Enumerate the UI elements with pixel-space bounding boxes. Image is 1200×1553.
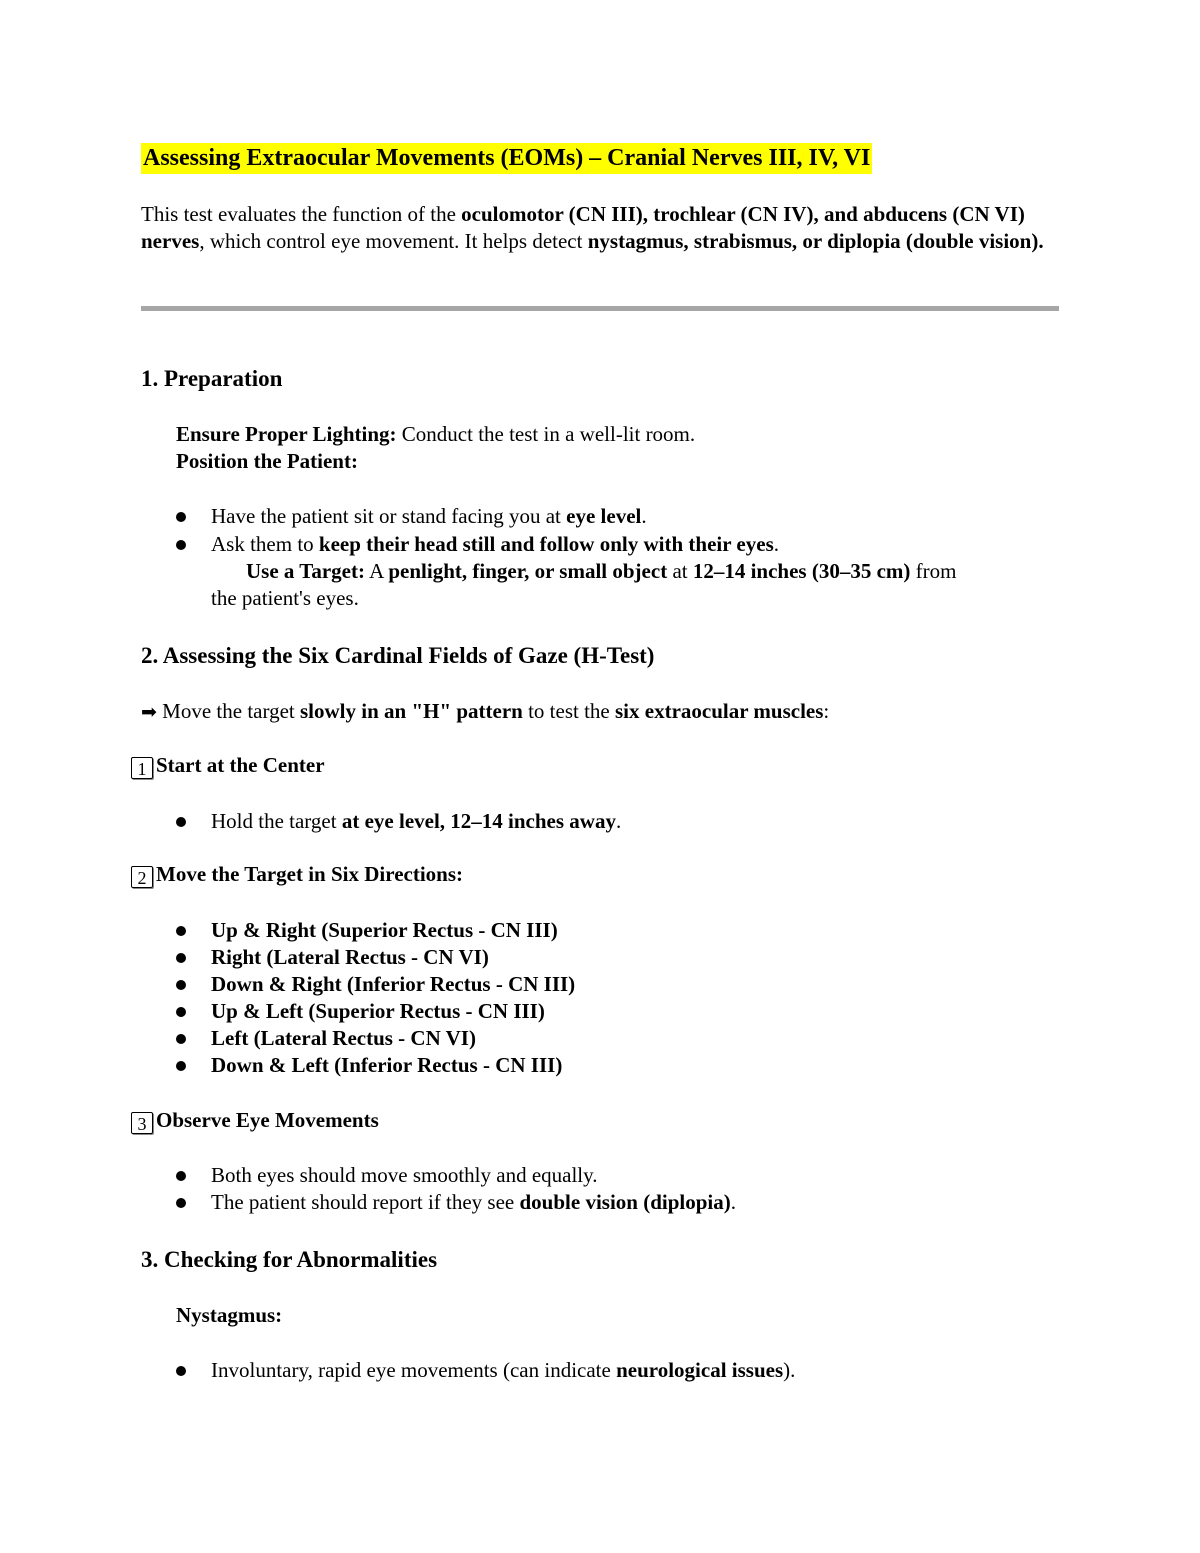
section-heading-preparation: 1. Preparation	[141, 366, 283, 391]
bullet-icon	[176, 1366, 186, 1376]
bullet-icon	[176, 817, 186, 827]
bullet-icon	[176, 926, 186, 936]
target-line-2: the patient's eyes.	[211, 586, 359, 610]
list-item: Both eyes should move smoothly and equally.	[211, 1163, 598, 1187]
direction-item: Left (Lateral Rectus - CN VI)	[211, 1026, 476, 1050]
target-line: Use a Target: A penlight, finger, or small object at 12–14 inches (30–35 cm) from	[246, 559, 957, 583]
bullet-icon	[176, 540, 186, 550]
bullet-icon	[176, 980, 186, 990]
direction-item: Down & Left (Inferior Rectus - CN III)	[211, 1053, 563, 1077]
list-item: Involuntary, rapid eye movements (can indicate neurological issues).	[211, 1358, 796, 1382]
direction-item: Up & Right (Superior Rectus - CN III)	[211, 918, 558, 942]
bullet-icon	[176, 1198, 186, 1208]
step-2-heading: 2 Move the Target in Six Directions:	[131, 861, 463, 888]
move-target-line: ➡ Move the target slowly in an "H" pattern to test the six extraocular muscles:	[141, 699, 830, 723]
intro-conditions: nystagmus, strabismus, or diplopia (double vision).	[587, 229, 1044, 253]
list-item: Have the patient sit or stand facing you at eye level.	[211, 504, 647, 528]
keycap-three-icon: 3	[131, 1112, 153, 1134]
position-label: Position the Patient:	[176, 449, 358, 473]
list-item: Ask them to keep their head still and follow only with their eyes.	[211, 532, 779, 556]
section-heading-cardinal-fields: 2. Assessing the Six Cardinal Fields of Gaze (H-Test)	[141, 643, 655, 668]
bullet-icon	[176, 1034, 186, 1044]
section-heading-abnormalities: 3. Checking for Abnormalities	[141, 1247, 438, 1272]
bullet-icon	[176, 1007, 186, 1017]
lighting-text: Conduct the test in a well-lit room.	[396, 422, 696, 446]
bullet-icon	[176, 953, 186, 963]
step-1-heading: 1 Start at the Center	[131, 752, 325, 779]
intro-text-1: This test evaluates the function of the	[141, 202, 462, 226]
keycap-one-icon: 1	[131, 757, 153, 779]
intro-nerves: oculomotor (CN III), trochlear (CN IV), and abducens (CN VI) nerves	[141, 202, 1025, 253]
step-3-heading: 3 Observe Eye Movements	[131, 1107, 379, 1134]
list-item: The patient should report if they see double vision (diplopia).	[211, 1190, 736, 1214]
right-arrow-icon: ➡	[141, 701, 157, 723]
horizontal-divider	[141, 306, 1059, 311]
direction-item: Up & Left (Superior Rectus - CN III)	[211, 999, 545, 1023]
bullet-icon	[176, 512, 186, 522]
nystagmus-label: Nystagmus:	[176, 1303, 283, 1327]
lighting-label: Ensure Proper Lighting:	[176, 422, 397, 446]
direction-item: Down & Right (Inferior Rectus - CN III)	[211, 972, 576, 996]
lighting-line	[176, 421, 695, 448]
direction-item: Right (Lateral Rectus - CN VI)	[211, 945, 489, 969]
intro-text-2: , which control eye movement. It helps detect	[199, 229, 588, 253]
intro-paragraph	[141, 201, 1061, 255]
list-item: Hold the target at eye level, 12–14 inches away.	[211, 809, 622, 833]
document-title: Assessing Extraocular Movements (EOMs) – Cranial Nerves III, IV, VI	[141, 143, 872, 174]
keycap-two-icon: 2	[131, 866, 153, 888]
bullet-icon	[176, 1061, 186, 1071]
bullet-icon	[176, 1171, 186, 1181]
